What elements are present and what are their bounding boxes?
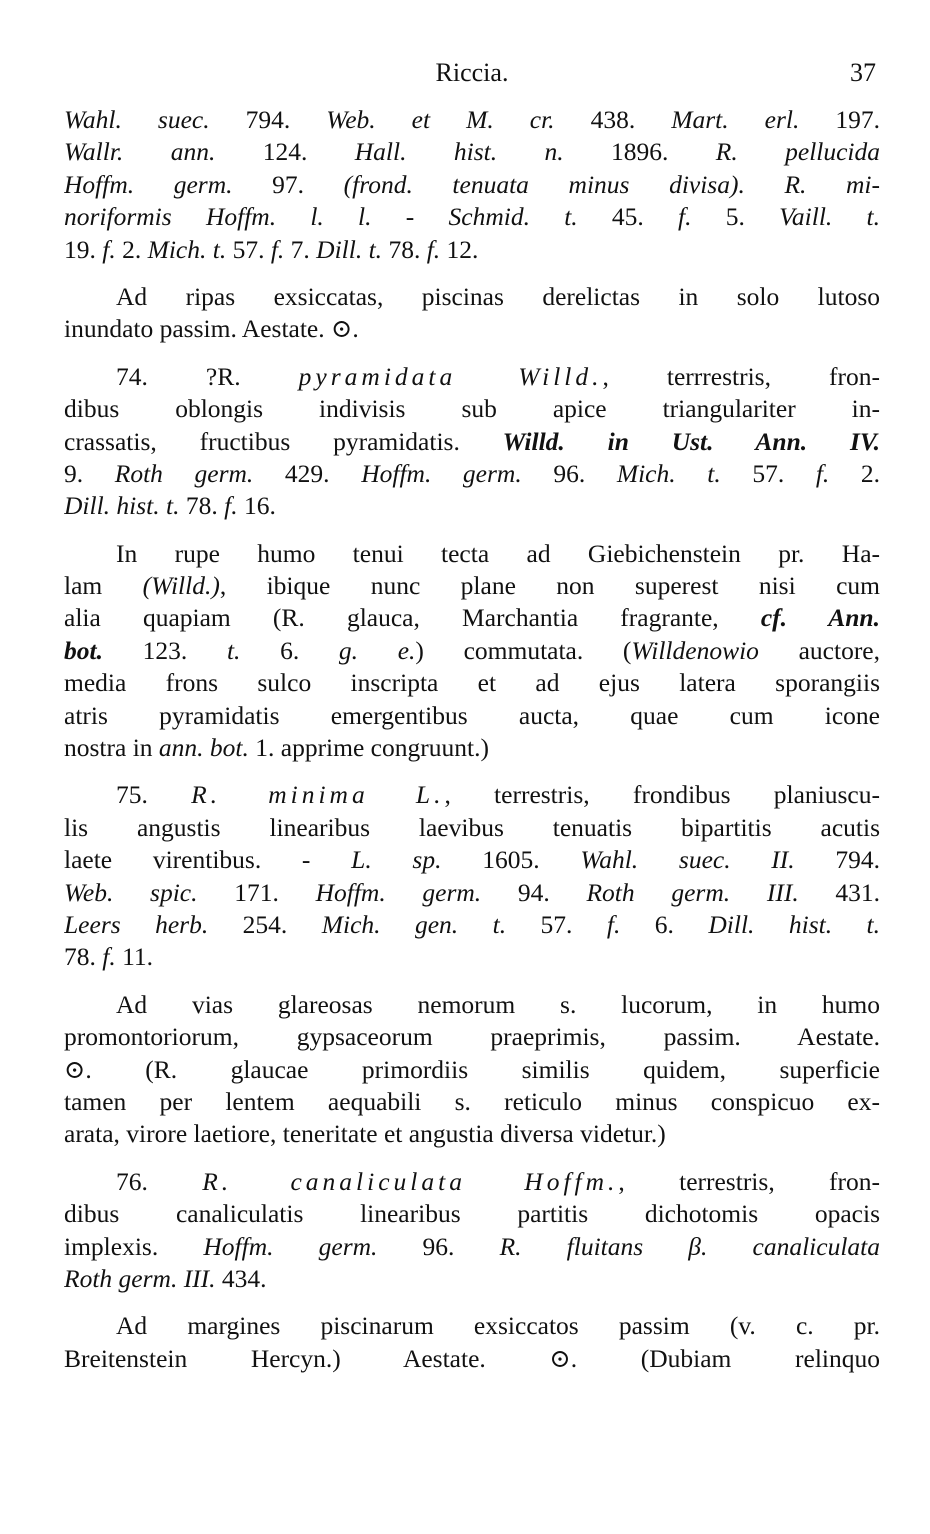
- citation-run: Mich. t.: [616, 458, 721, 488]
- text-run: 78.: [382, 234, 427, 264]
- text-run: nostra in: [64, 733, 159, 763]
- text-line: [64, 169, 880, 201]
- citation-run: bot.: [64, 635, 103, 665]
- text-run: 74. ?R.: [116, 361, 299, 391]
- citation-run: f.: [678, 202, 692, 232]
- text-run: 9.: [64, 458, 115, 488]
- citation-run: Hoffm. germ.: [64, 169, 233, 199]
- citation-run: (frond. tenuata minus divisa). R. mi-: [343, 169, 880, 199]
- text-line: [64, 1198, 880, 1230]
- citation-run: Hall. hist. n.: [354, 137, 564, 167]
- citation-run: f.: [102, 942, 116, 972]
- text-run: 123.: [102, 635, 227, 665]
- text-line: [64, 602, 880, 634]
- citation-run: Leers herb.: [64, 909, 209, 939]
- citation-run: Web. spic.: [64, 877, 198, 907]
- text-line: [64, 281, 880, 313]
- text-line: [64, 700, 880, 732]
- text-run: alia quapiam (R. glauca, Marchantia fragrante,: [64, 603, 761, 633]
- text-run: promontoriorum, gypsaceorum praeprimis, passim. Aestate.: [64, 1022, 880, 1052]
- text-run: 794.: [794, 845, 880, 875]
- citation-run: Willdenowio: [631, 635, 759, 665]
- text-run: 794.: [209, 105, 327, 134]
- text-run: crassatis, fructibus pyramidatis.: [64, 426, 503, 456]
- citation-run: f.: [606, 909, 621, 939]
- text-run: 1896.: [563, 137, 716, 167]
- text-run: dibus oblongis indivisis sub apice triangulariter in-: [64, 394, 880, 424]
- text-line: [64, 909, 880, 941]
- citation-run: R. pellucida: [715, 137, 880, 167]
- text-run: 1605.: [441, 845, 581, 875]
- text-run: 57.: [226, 234, 271, 264]
- citation-run: f.: [426, 234, 441, 264]
- citation-run: t.: [226, 635, 241, 665]
- text-run: Ad margines piscinarum exsiccatos passim (v. c. pr.: [116, 1311, 880, 1341]
- text-run: implexis.: [64, 1231, 204, 1261]
- citation-run: Hoffm. germ.: [203, 1231, 378, 1261]
- text-line: [64, 635, 880, 667]
- text-line: [64, 570, 880, 602]
- text-line: [64, 1166, 880, 1198]
- text-run: 197.: [799, 105, 880, 134]
- text-run: atris pyramidatis emergentibus aucta, quae cum icone: [64, 700, 880, 730]
- citation-run: f.: [224, 491, 238, 521]
- text-run: 96.: [521, 458, 617, 488]
- text-run: 76.: [116, 1166, 203, 1196]
- text-run: 5.: [691, 202, 780, 232]
- running-header: [64, 58, 880, 92]
- text-run: laete virentibus. -: [64, 845, 352, 875]
- text-run: 57.: [720, 458, 816, 488]
- text-line: [64, 1054, 880, 1086]
- text-run: 2.: [115, 234, 148, 264]
- text-line: [64, 667, 880, 699]
- paragraph: [64, 989, 880, 1151]
- paragraph: [64, 361, 880, 523]
- text-run: ⊙. (R. glaucae primordiis similis quidem, superficie: [64, 1054, 880, 1084]
- text-line: [64, 1118, 880, 1150]
- text-run: 96.: [377, 1231, 500, 1261]
- citation-run: Wahl. suec.: [64, 105, 210, 134]
- text-line: [64, 812, 880, 844]
- text-run: 1. apprime congruunt.): [248, 733, 489, 763]
- page-number: 37: [850, 58, 876, 87]
- text-run: Breitenstein Hercyn.) Aestate. ⊙. (Dubiam relinquo: [64, 1343, 880, 1373]
- text-run: , terrestris, fron-: [618, 1166, 880, 1196]
- citation-run: Hoffm. germ.: [315, 877, 482, 907]
- citation-run: (Willd.): [142, 571, 220, 601]
- citation-run: Roth germ. III.: [586, 877, 799, 907]
- text-line: [64, 941, 880, 973]
- citation-run: Roth germ.: [114, 458, 254, 488]
- running-title: Riccia.: [435, 58, 509, 87]
- citation-run: f.: [270, 234, 285, 264]
- text-run: 78.: [179, 491, 225, 521]
- text-run: 429.: [253, 458, 362, 488]
- page-body: [64, 104, 880, 1375]
- species-name: R. minima L.: [191, 780, 445, 810]
- citation-run: R. fluitans β. canaliculata: [499, 1231, 880, 1261]
- citation-run: Dill. t.: [316, 234, 383, 264]
- text-run: auctore,: [758, 635, 880, 665]
- text-line: [64, 313, 880, 345]
- text-run: tamen per lentem aequabili s. reticulo minus conspicuo ex-: [64, 1086, 880, 1116]
- text-line: [64, 1310, 880, 1342]
- text-run: 431.: [798, 877, 880, 907]
- paragraph: [64, 779, 880, 973]
- citation-run: cf. Ann.: [760, 603, 880, 633]
- citation-run: Hoffm. germ.: [361, 458, 522, 488]
- text-line: [64, 1086, 880, 1118]
- citation-run: f.: [815, 458, 830, 488]
- text-run: 94.: [481, 877, 587, 907]
- text-run: 97.: [232, 169, 344, 199]
- text-line: [64, 732, 880, 764]
- citation-run: Wallr. ann.: [64, 137, 216, 167]
- text-run: Ad ripas exsiccatas, piscinas derelictas in solo lutoso: [116, 281, 880, 311]
- text-run: 57.: [506, 909, 607, 939]
- text-line: [64, 458, 880, 490]
- text-run: 438.: [554, 105, 672, 134]
- citation-run: ann. bot.: [158, 733, 249, 763]
- citation-run: Vaill. t.: [779, 202, 880, 232]
- text-line: [64, 490, 880, 522]
- text-run: , terrestris, frondibus planiuscu-: [444, 780, 880, 810]
- citation-run: Dill. hist. t.: [708, 909, 880, 939]
- text-run: 75.: [116, 780, 192, 810]
- citation-run: L. sp.: [351, 845, 442, 875]
- text-run: 124.: [215, 137, 355, 167]
- text-line: [64, 1231, 880, 1263]
- paragraph: [64, 1310, 880, 1375]
- text-line: [64, 393, 880, 425]
- text-run: ) commutata. (: [415, 635, 632, 665]
- text-run: dibus canaliculatis linearibus partitis dichotomis opacis: [64, 1199, 880, 1229]
- citation-run: Mart. erl.: [671, 105, 800, 134]
- text-line: [64, 136, 880, 168]
- citation-run: Roth germ. III.: [64, 1263, 216, 1293]
- text-line: [64, 1263, 880, 1295]
- text-run: 45.: [577, 202, 679, 232]
- citation-run: Willd. in Ust. Ann. IV.: [502, 426, 880, 456]
- text-line: [64, 844, 880, 876]
- paragraph: [64, 1166, 880, 1296]
- text-run: 6.: [620, 909, 709, 939]
- citation-run: Mich. t.: [147, 234, 227, 264]
- citation-run: g. e.: [338, 635, 416, 665]
- text-run: inundato passim. Aestate. ⊙.: [64, 314, 359, 344]
- text-run: 6.: [240, 635, 339, 665]
- text-run: Ad vias glareosas nemorum s. lucorum, in humo: [116, 989, 880, 1019]
- paragraph: [64, 104, 880, 266]
- text-run: 2.: [829, 458, 880, 488]
- text-line: [64, 989, 880, 1021]
- text-run: arata, virore laetiore, teneritate et angustia diversa videtur.): [64, 1119, 666, 1149]
- text-run: 16.: [237, 491, 276, 521]
- text-line: [64, 201, 880, 233]
- text-run: 7.: [284, 234, 317, 264]
- text-run: In rupe humo tenui tecta ad Giebichenstein pr. Ha-: [116, 538, 880, 568]
- text-line: [64, 361, 880, 393]
- text-line: [64, 426, 880, 458]
- text-run: lis angustis linearibus laevibus tenuatis bipartitis acutis: [64, 812, 880, 842]
- text-run: 11.: [115, 942, 154, 972]
- text-line: [64, 1021, 880, 1053]
- text-line: [64, 1343, 880, 1375]
- text-run: , terrrestris, fron-: [602, 361, 880, 391]
- text-line: [64, 104, 880, 136]
- citation-run: f.: [102, 234, 116, 264]
- paragraph: [64, 281, 880, 346]
- text-run: media frons sulco inscripta et ad ejus latera sporangiis: [64, 668, 880, 698]
- citation-run: Dill. hist. t.: [64, 491, 180, 521]
- species-name: R. canaliculata Hoffm.: [202, 1166, 619, 1196]
- species-name: pyramidata Willd.: [298, 361, 603, 391]
- citation-run: Mich. gen. t.: [321, 909, 507, 939]
- text-run: 434.: [215, 1263, 267, 1293]
- text-run: , ibique nunc plane non superest nisi cum: [219, 571, 880, 601]
- text-line: [64, 538, 880, 570]
- text-run: lam: [64, 571, 143, 601]
- text-run: 19.: [64, 234, 103, 264]
- citation-run: Wahl. suec. II.: [580, 845, 795, 875]
- text-run: 171.: [197, 877, 316, 907]
- text-run: 78.: [64, 942, 103, 972]
- text-line: [64, 234, 880, 266]
- text-run: 12.: [440, 234, 479, 264]
- text-line: [64, 877, 880, 909]
- citation-run: Web. et M. cr.: [326, 105, 555, 134]
- paragraph: [64, 538, 880, 765]
- text-line: [64, 779, 880, 811]
- citation-run: noriformis Hoffm. l. l. - Schmid. t.: [64, 202, 578, 232]
- text-run: 254.: [208, 909, 322, 939]
